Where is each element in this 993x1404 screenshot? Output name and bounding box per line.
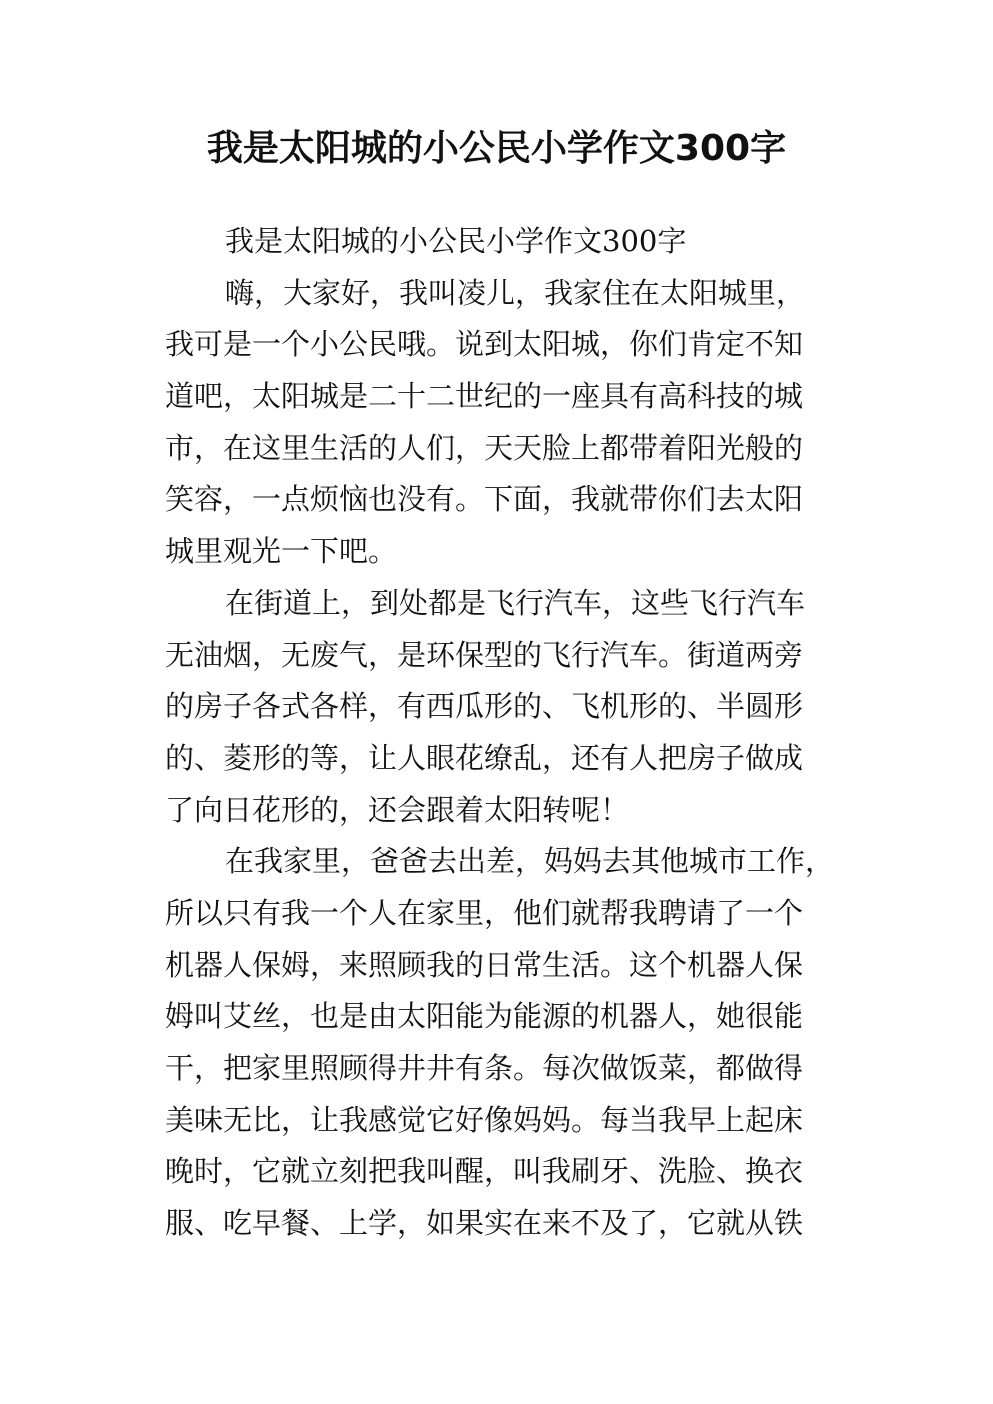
text-line: 道吧，太阳城是二十二世纪的一座具有高科技的城: [165, 379, 804, 414]
text-line: 干，把家里照顾得井井有条。每次做饭菜，都做得: [165, 1051, 804, 1085]
text-line: 所以只有我一个人在家里，他们就帮我聘请了一个: [165, 895, 804, 930]
text-line: 我是太阳城的小公民小学作文300字: [225, 224, 687, 258]
text-line: 无油烟，无废气，是环保型的飞行汽车。街道两旁: [165, 637, 804, 672]
text-line: 笑容，一点烦恼也没有。下面，我就带你们去太阳: [165, 482, 804, 517]
text-line: 嗨，大家好，我叫凌儿，我家住在太阳城里，: [225, 275, 806, 310]
text-line: 服、吃早餐、上学，如果实在来不及了，它就从铁: [165, 1206, 804, 1241]
document-body: [165, 216, 835, 1250]
document-title: 我是太阳城的小公民小学作文300字: [206, 128, 787, 169]
text-line: 美味无比，让我感觉它好像妈妈。每当我早上起床: [165, 1102, 804, 1137]
text-line: 晚时，它就立刻把我叫醒，叫我刷牙、洗脸、换衣: [165, 1154, 804, 1189]
text-line: 市，在这里生活的人们，天天脸上都带着阳光般的: [165, 430, 804, 465]
text-line: 在我家里，爸爸去出差，妈妈去其他城市工作，: [225, 844, 835, 879]
text-line: 姆叫艾丝，也是由太阳能为能源的机器人，她很能: [165, 999, 804, 1034]
text-line: 在街道上，到处都是飞行汽车，这些飞行汽车: [225, 585, 806, 620]
text-line: 的、菱形的等，让人眼花缭乱，还有人把房子做成: [165, 740, 804, 775]
text-line: 的房子各式各样，有西瓜形的、飞机形的、半圆形: [165, 689, 804, 724]
text-line: 了向日花形的，还会跟着太阳转呢！: [165, 792, 630, 827]
text-line: 机器人保姆，来照顾我的日常生活。这个机器人保: [165, 947, 804, 982]
text-line: 我可是一个小公民哦。说到太阳城，你们肯定不知: [165, 327, 804, 362]
text-line: 城里观光一下吧。: [165, 534, 398, 569]
